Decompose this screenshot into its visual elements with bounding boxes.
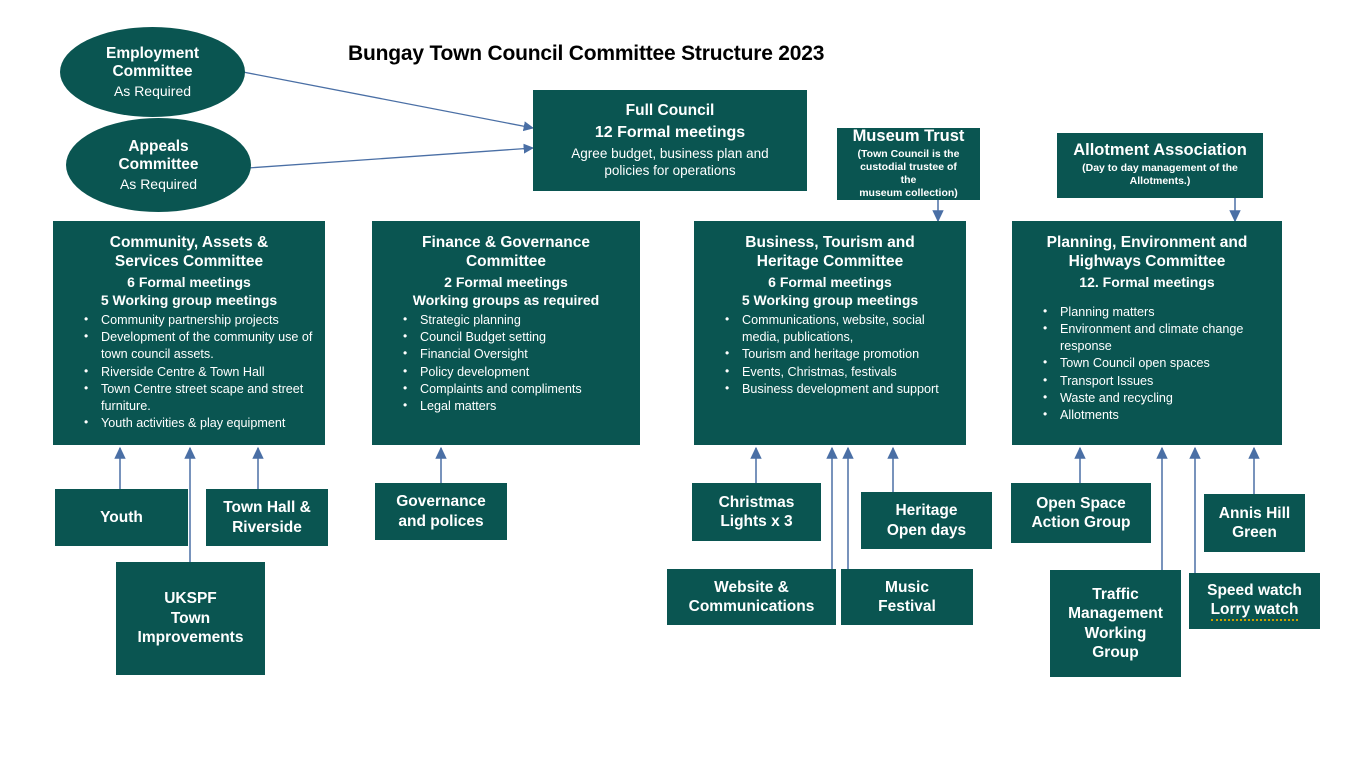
museum-trust-subtitle-line3: museum collection) (859, 186, 958, 199)
node-full-council[interactable] (533, 90, 807, 191)
connector-appeals-to-full-council (248, 148, 533, 168)
node-working-group-annis-hill-green[interactable] (1204, 494, 1305, 552)
committee-2-head-line2: Heritage Committee (756, 252, 904, 270)
node-committee-business-tourism-heritage[interactable] (694, 221, 966, 445)
list-item: • Business development and support (694, 381, 958, 398)
committee-0-head-line1: Community, Assets & (109, 234, 269, 251)
committee-1-meetings-line1: 2 Formal meetings (444, 273, 568, 290)
committee-3-spacer (1012, 291, 1282, 301)
committee-0-head-line2: Services Committee (114, 252, 264, 270)
full-council-description-line1: Agree budget, business plan and (571, 145, 769, 161)
full-council-description-line2: policies for operations (604, 162, 736, 178)
town-hall-riverside-label-line2: Riverside (232, 518, 302, 536)
node-committee-planning-environment-highways[interactable] (1012, 221, 1282, 445)
list-item: • Council Budget setting (372, 329, 632, 346)
list-item: • Town Centre street scape and street furniture. (53, 381, 317, 415)
committee-2-meetings-line1: 6 Formal meetings (768, 273, 892, 290)
list-item: • Legal matters (372, 398, 632, 415)
speed-watch-label-line2: Lorry watch (1211, 600, 1299, 621)
list-item: • Transport Issues (1012, 373, 1274, 390)
node-committee-community-assets-services[interactable] (53, 221, 325, 445)
list-item: • Town Council open spaces (1012, 355, 1274, 372)
node-working-group-governance-and-polices[interactable] (375, 483, 507, 540)
music-festival-label-line1: Music (885, 578, 929, 596)
governance-label-line2: and polices (398, 512, 484, 530)
committee-3-head-line1: Planning, Environment and (1046, 234, 1248, 251)
list-item: • Strategic planning (372, 312, 632, 329)
node-working-group-speed-watch-lorry-watch[interactable] (1189, 573, 1320, 629)
list-item: • Financial Oversight (372, 346, 632, 363)
employment-subtitle: As Required (113, 82, 192, 99)
museum-trust-subtitle-line2: custodial trustee of the (860, 160, 957, 186)
heritage-open-days-label-line1: Heritage (895, 502, 958, 520)
node-employment-committee[interactable] (60, 27, 245, 117)
committee-0-meetings-line2: 5 Working group meetings (100, 292, 278, 308)
list-item: • Riverside Centre & Town Hall (53, 364, 317, 381)
list-item: • Environment and climate change response (1012, 321, 1274, 355)
committee-0-item-list (53, 312, 325, 432)
allotment-association-title: Allotment Association (1073, 140, 1247, 159)
list-item: • Waste and recycling (1012, 390, 1274, 407)
committee-2-head-line1: Business, Tourism and (745, 234, 915, 251)
full-council-meetings: 12 Formal meetings (594, 123, 746, 141)
town-hall-riverside-label-line1: Town Hall & (223, 499, 311, 517)
christmas-lights-label-line2: Lights x 3 (720, 513, 793, 530)
website-comms-label-line2: Communications (688, 598, 815, 615)
committee-2-item-list (694, 312, 966, 398)
annis-hill-label-line2: Green (1232, 524, 1277, 541)
committee-1-item-list (372, 312, 640, 415)
list-item: • Events, Christmas, festivals (694, 364, 958, 381)
node-working-group-music-festival[interactable] (841, 569, 973, 625)
full-council-title: Full Council (625, 101, 715, 119)
node-committee-finance-governance[interactable] (372, 221, 640, 445)
committee-1-meetings-line2: Working groups as required (412, 292, 600, 308)
speed-watch-label-line1: Speed watch (1207, 581, 1302, 599)
connector-employment-to-full-council (243, 72, 533, 128)
appeals-title-line1: Appeals (128, 137, 189, 155)
heritage-open-days-label-line2: Open days (886, 521, 967, 539)
youth-label-line1: Youth (100, 508, 143, 526)
traffic-management-label-line3: Working (1084, 624, 1147, 642)
list-item: • Planning matters (1012, 304, 1274, 321)
traffic-management-label-line4: Group (1092, 643, 1139, 661)
committee-3-meetings-line1: 12. Formal meetings (1079, 273, 1215, 290)
node-allotment-association[interactable] (1057, 133, 1263, 198)
christmas-lights-label-line1: Christmas (718, 493, 795, 511)
node-appeals-committee[interactable] (66, 118, 251, 212)
allotment-association-subtitle-line2: Allotments.) (1129, 175, 1191, 188)
committee-0-meetings-line1: 6 Formal meetings (127, 273, 251, 290)
open-space-label-line1: Open Space (1036, 494, 1126, 512)
committee-3-head-line2: Highways Committee (1068, 252, 1226, 270)
appeals-subtitle: As Required (119, 175, 198, 192)
annis-hill-label-line1: Annis Hill (1218, 504, 1291, 522)
ukspf-label-line1: UKSPF (164, 590, 217, 608)
employment-title-line2: Committee (112, 63, 193, 81)
traffic-management-label-line1: Traffic (1092, 585, 1139, 603)
node-working-group-heritage-open-days[interactable] (861, 492, 992, 549)
traffic-management-label-line2: Management (1068, 605, 1163, 623)
node-working-group-town-hall-riverside[interactable] (206, 489, 328, 546)
node-working-group-youth[interactable] (55, 489, 188, 546)
committee-2-meetings-line2: 5 Working group meetings (741, 292, 919, 308)
node-working-group-website-communications[interactable] (667, 569, 836, 625)
committee-1-head-line1: Finance & Governance (422, 234, 590, 251)
ukspf-label-line3: Improvements (137, 629, 244, 647)
list-item: • Policy development (372, 364, 632, 381)
governance-label-line1: Governance (396, 493, 486, 511)
appeals-title-line2: Committee (118, 156, 199, 174)
list-item: • Community partnership projects (53, 312, 317, 329)
node-working-group-ukspf-town-improvements[interactable] (116, 562, 265, 675)
page-title: Bungay Town Council Committee Structure 2023 (348, 42, 825, 65)
node-working-group-traffic-management[interactable] (1050, 570, 1181, 677)
committee-3-item-list (1012, 304, 1282, 424)
museum-trust-title: Museum Trust (852, 126, 965, 145)
list-item: • Development of the community use of town council assets. (53, 329, 317, 363)
node-museum-trust[interactable] (837, 128, 980, 200)
allotment-association-subtitle-line1: (Day to day management of the (1082, 162, 1238, 175)
website-comms-label-line1: Website & (714, 578, 789, 596)
open-space-label-line2: Action Group (1031, 514, 1131, 531)
music-festival-label-line2: Festival (878, 598, 936, 615)
museum-trust-subtitle-line1: (Town Council is the (857, 148, 960, 161)
list-item: • Tourism and heritage promotion (694, 346, 958, 363)
list-item: • Communications, website, social media, publications, (694, 312, 958, 346)
employment-title-line1: Employment (105, 44, 199, 62)
list-item: • Youth activities & play equipment (53, 415, 317, 432)
node-working-group-open-space-action-group[interactable] (1011, 483, 1151, 543)
node-working-group-christmas-lights[interactable] (692, 483, 821, 541)
committee-1-head-line2: Committee (465, 252, 547, 270)
ukspf-label-line2: Town (170, 609, 211, 627)
list-item: • Complaints and compliments (372, 381, 632, 398)
list-item: • Allotments (1012, 407, 1274, 424)
